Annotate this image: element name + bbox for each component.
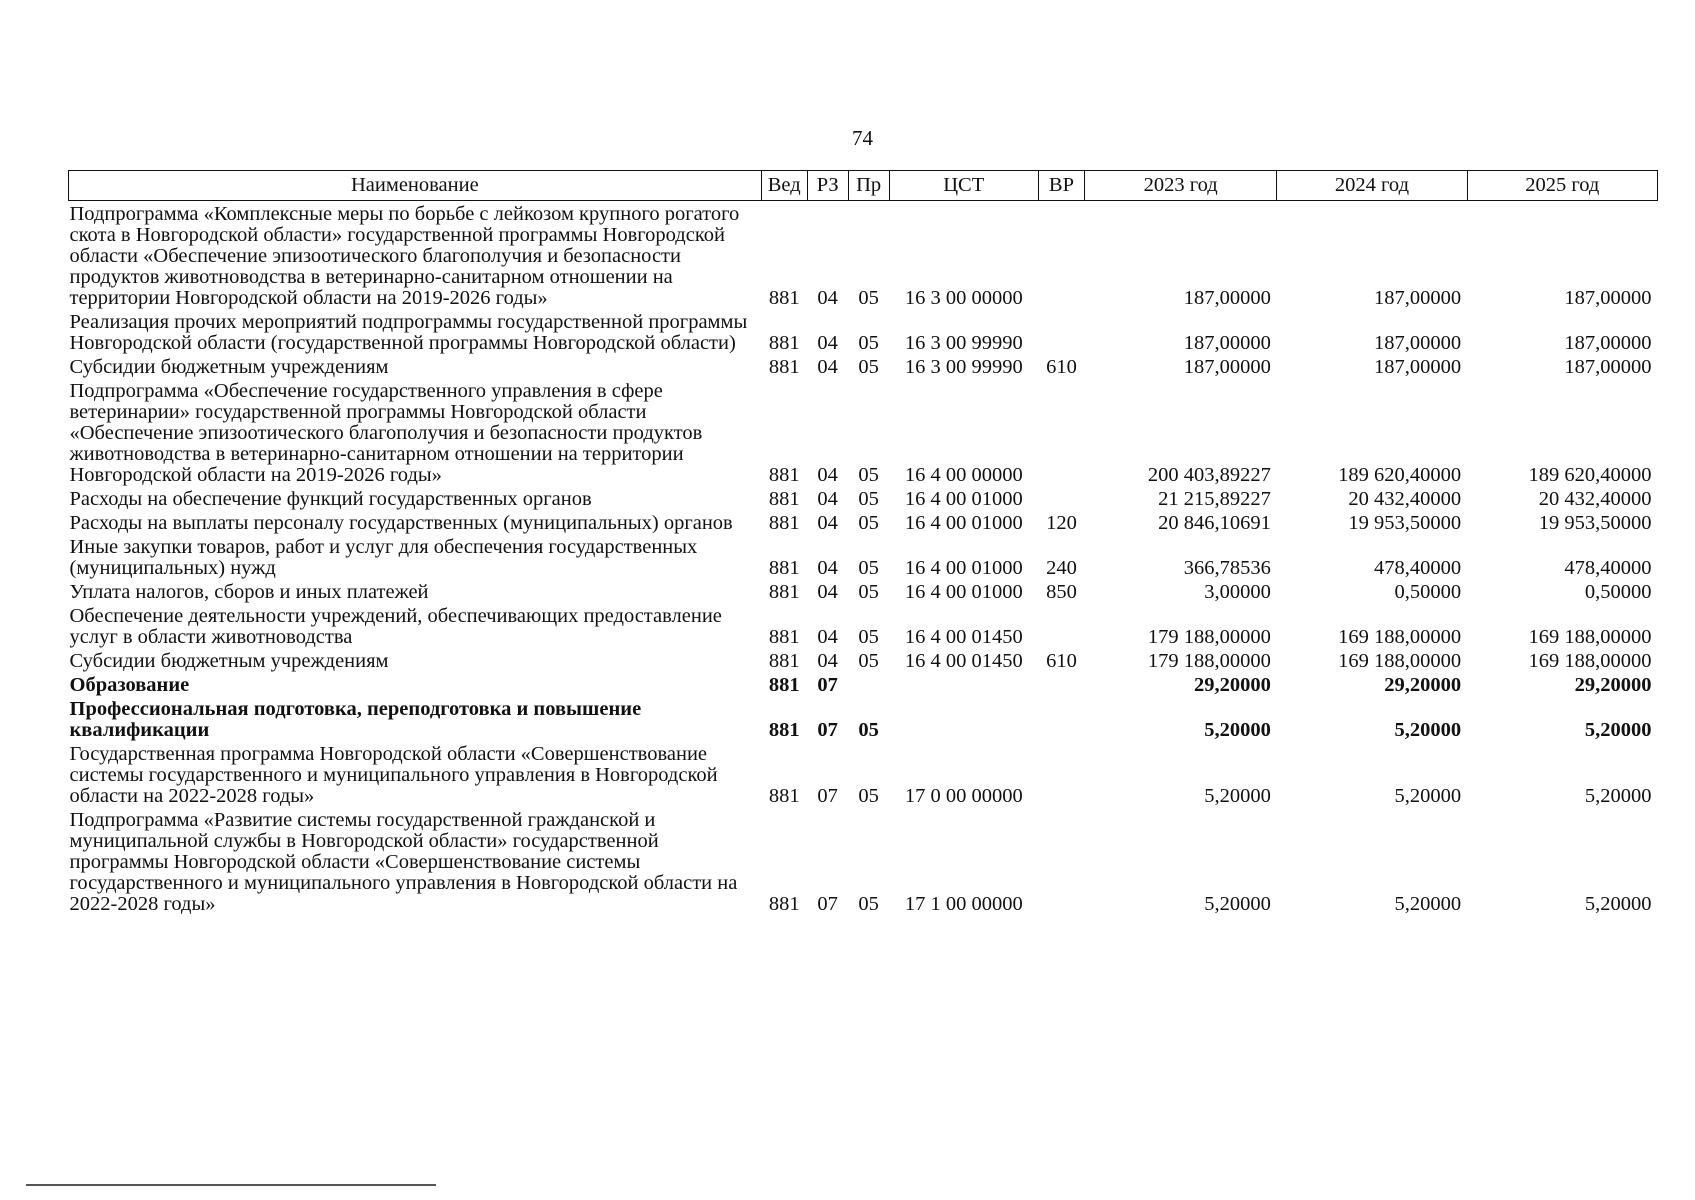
row-value-2024: 187,00000	[1373, 332, 1462, 354]
row-pr: 05	[858, 332, 879, 354]
header-vr: ВР	[1038, 171, 1084, 201]
row-ved: 881	[768, 356, 800, 378]
row-rz: 04	[817, 356, 838, 378]
row-cst: 16 4 00 01450	[904, 626, 1023, 648]
header-name: Наименование	[69, 171, 762, 201]
row-name: Обеспечение деятельности учреждений, обеспечивающих предоставление услуг в области животноводства	[69, 605, 722, 648]
row-ved: 881	[768, 488, 800, 510]
row-value-2025: 5,20000	[1584, 785, 1652, 807]
row-rz: 04	[817, 581, 838, 603]
row-value-2025: 187,00000	[1564, 356, 1652, 378]
row-vr	[1038, 378, 1084, 486]
row-name: Образование	[69, 674, 190, 696]
row-name: Подпрограмма «Обеспечение государственного управления в сфере ветеринарии» государственной программы Новгородской области «Обеспечение эпизоотического благополучия и безопасности продуктов животноводства в ветеринарно-санитарном отношении на территории Новгородской области на 2019-2026 годы»	[69, 380, 703, 486]
row-vr	[1038, 603, 1084, 648]
row-value-2025: 478,40000	[1564, 557, 1652, 579]
header-ved: Вед	[761, 171, 807, 201]
row-value-2024: 5,20000	[1394, 893, 1462, 915]
table-header-row	[69, 171, 1658, 201]
table-row	[69, 534, 1658, 579]
row-value-2025: 0,50000	[1584, 581, 1652, 603]
row-vr	[1038, 486, 1084, 510]
row-value-2024: 189 620,40000	[1338, 464, 1462, 486]
row-pr: 05	[858, 719, 879, 741]
row-value-2023: 187,00000	[1183, 287, 1271, 309]
row-cst: 16 4 00 01000	[904, 488, 1023, 510]
table-row	[69, 354, 1658, 378]
row-value-2025: 19 953,50000	[1538, 512, 1652, 534]
row-ved: 881	[768, 581, 800, 603]
header-2024: 2024 год	[1277, 171, 1467, 201]
row-value-2023: 200 403,89227	[1147, 464, 1271, 486]
row-value-2023: 21 215,89227	[1158, 488, 1271, 510]
row-ved: 881	[768, 332, 800, 354]
row-value-2024: 0,50000	[1394, 581, 1462, 603]
row-rz: 07	[817, 674, 838, 696]
row-rz: 04	[817, 557, 838, 579]
row-vr	[1038, 807, 1084, 915]
row-vr: 850	[1046, 581, 1077, 603]
table-row	[69, 378, 1658, 486]
row-vr: 120	[1046, 512, 1077, 534]
row-cst	[889, 672, 1038, 696]
row-pr	[848, 672, 889, 696]
row-value-2023: 3,00000	[1204, 581, 1271, 603]
row-rz: 04	[817, 464, 838, 486]
row-name: Уплата налогов, сборов и иных платежей	[69, 581, 429, 603]
row-value-2025: 187,00000	[1564, 287, 1652, 309]
row-value-2024: 169 188,00000	[1338, 650, 1462, 672]
row-value-2024: 20 432,40000	[1348, 488, 1462, 510]
row-pr: 05	[858, 287, 879, 309]
row-ved: 881	[768, 785, 800, 807]
table-row	[69, 696, 1658, 741]
row-ved: 881	[768, 512, 800, 534]
row-value-2025: 169 188,00000	[1528, 650, 1652, 672]
row-pr: 05	[858, 581, 879, 603]
row-pr: 05	[858, 785, 879, 807]
row-name: Реализация прочих мероприятий подпрограммы государственной программы Новгородской области (государственной программы Новгородской области)	[69, 311, 748, 354]
row-name: Расходы на обеспечение функций государственных органов	[69, 488, 592, 510]
row-vr	[1038, 741, 1084, 807]
row-name: Субсидии бюджетным учреждениям	[69, 356, 389, 378]
row-ved: 881	[768, 464, 800, 486]
row-vr: 610	[1046, 650, 1077, 672]
page-number: 74	[852, 126, 873, 150]
row-name: Расходы на выплаты персоналу государственных (муниципальных) органов	[69, 512, 733, 534]
row-value-2024: 478,40000	[1373, 557, 1462, 579]
table-row	[69, 741, 1658, 807]
row-cst: 16 3 00 99990	[904, 332, 1023, 354]
row-rz: 04	[817, 488, 838, 510]
table-row	[69, 201, 1658, 310]
row-cst: 17 0 00 00000	[904, 785, 1023, 807]
row-value-2023: 20 846,10691	[1158, 512, 1271, 534]
row-cst	[889, 696, 1038, 741]
header-pr: Пр	[848, 171, 889, 201]
row-vr	[1038, 309, 1084, 354]
row-ved: 881	[768, 626, 800, 648]
row-value-2025: 5,20000	[1584, 893, 1652, 915]
row-value-2023: 29,20000	[1193, 674, 1271, 696]
row-cst: 16 3 00 00000	[904, 287, 1023, 309]
row-ved: 881	[768, 719, 800, 741]
header-2025: 2025 год	[1467, 171, 1657, 201]
row-cst: 16 3 00 99990	[904, 356, 1023, 378]
row-cst: 17 1 00 00000	[904, 893, 1023, 915]
row-rz: 04	[817, 512, 838, 534]
row-value-2025: 20 432,40000	[1538, 488, 1652, 510]
row-name: Подпрограмма «Развитие системы государственной гражданской и муниципальной службы в Новгородской области» государственной программы Новгородской области «Совершенствование системы государственного и муниципального управления в Новгородской области на 2022-2028 годы»	[69, 809, 738, 915]
row-value-2023: 187,00000	[1183, 332, 1271, 354]
row-vr	[1038, 672, 1084, 696]
row-cst: 16 4 00 00000	[904, 464, 1023, 486]
row-name: Государственная программа Новгородской области «Совершенствование системы государственного и муниципального управления в Новгородской области на 2022-2028 годы»	[69, 743, 718, 807]
row-vr	[1038, 201, 1084, 310]
row-value-2025: 169 188,00000	[1528, 626, 1652, 648]
header-cst: ЦСТ	[889, 171, 1038, 201]
row-name: Субсидии бюджетным учреждениям	[69, 650, 389, 672]
row-rz: 07	[817, 893, 838, 915]
row-value-2024: 19 953,50000	[1348, 512, 1462, 534]
row-value-2025: 29,20000	[1574, 674, 1652, 696]
row-value-2025: 5,20000	[1584, 719, 1652, 741]
row-pr: 05	[858, 356, 879, 378]
row-rz: 04	[817, 287, 838, 309]
row-ved: 881	[768, 893, 800, 915]
row-vr: 240	[1046, 557, 1077, 579]
row-rz: 04	[817, 650, 838, 672]
row-cst: 16 4 00 01000	[904, 581, 1023, 603]
row-ved: 881	[768, 287, 800, 309]
table-row	[69, 510, 1658, 534]
row-value-2025: 187,00000	[1564, 332, 1652, 354]
row-pr: 05	[858, 650, 879, 672]
row-vr	[1038, 696, 1084, 741]
table-row	[69, 486, 1658, 510]
row-value-2023: 187,00000	[1183, 356, 1271, 378]
budget-table	[68, 170, 1658, 915]
row-value-2023: 5,20000	[1204, 893, 1271, 915]
table-row	[69, 309, 1658, 354]
row-pr: 05	[858, 488, 879, 510]
table-row	[69, 648, 1658, 672]
header-rz: РЗ	[807, 171, 848, 201]
table-row	[69, 807, 1658, 915]
row-cst: 16 4 00 01000	[904, 512, 1023, 534]
table-row	[69, 579, 1658, 603]
table-row	[69, 672, 1658, 696]
row-ved: 881	[768, 650, 800, 672]
table-row	[69, 603, 1658, 648]
table-body	[69, 201, 1658, 916]
row-value-2023: 5,20000	[1204, 785, 1271, 807]
row-cst: 16 4 00 01450	[904, 650, 1023, 672]
bottom-rule	[26, 1184, 436, 1186]
row-value-2025: 189 620,40000	[1528, 464, 1652, 486]
row-value-2024: 187,00000	[1373, 356, 1462, 378]
row-ved: 881	[768, 674, 800, 696]
row-rz: 07	[817, 719, 838, 741]
row-value-2023: 5,20000	[1204, 719, 1271, 741]
row-value-2024: 5,20000	[1394, 719, 1462, 741]
row-value-2023: 366,78536	[1183, 557, 1271, 579]
row-cst: 16 4 00 01000	[904, 557, 1023, 579]
row-value-2024: 169 188,00000	[1338, 626, 1462, 648]
row-value-2023: 179 188,00000	[1147, 626, 1271, 648]
row-name: Подпрограмма «Комплексные меры по борьбе с лейкозом крупного рогатого скота в Новгородской области» государственной программы Новгородской области «Обеспечение эпизоотического благополучия и безопасности продуктов животноводства в ветеринарно-санитарном отношении на территории Новгородской области на 2019-2026 годы»	[69, 203, 740, 309]
row-pr: 05	[858, 464, 879, 486]
row-name: Профессиональная подготовка, переподготовка и повышение квалификации	[69, 698, 642, 741]
row-pr: 05	[858, 893, 879, 915]
row-ved: 881	[768, 557, 800, 579]
header-2023: 2023 год	[1084, 171, 1276, 201]
row-value-2024: 29,20000	[1384, 674, 1462, 696]
row-value-2024: 187,00000	[1373, 287, 1462, 309]
row-pr: 05	[858, 557, 879, 579]
row-value-2024: 5,20000	[1394, 785, 1462, 807]
row-rz: 04	[817, 626, 838, 648]
row-vr: 610	[1046, 356, 1077, 378]
row-pr: 05	[858, 512, 879, 534]
row-pr: 05	[858, 626, 879, 648]
row-name: Иные закупки товаров, работ и услуг для обеспечения государственных (муниципальных) нужд	[69, 536, 698, 579]
row-value-2023: 179 188,00000	[1147, 650, 1271, 672]
row-rz: 07	[817, 785, 838, 807]
row-rz: 04	[817, 332, 838, 354]
